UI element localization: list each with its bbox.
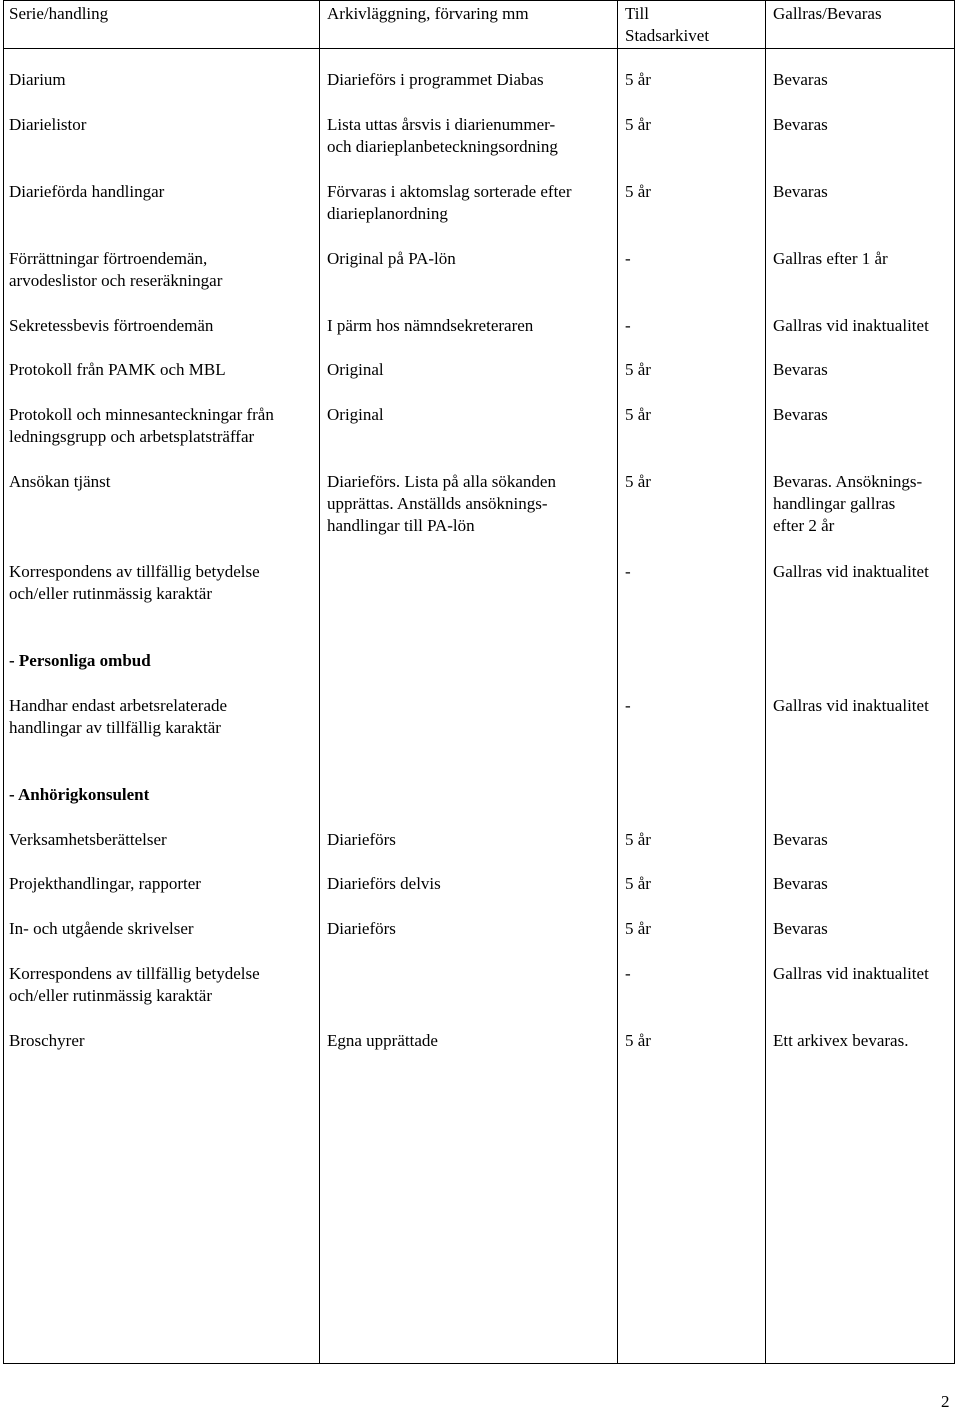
cell-till-stadsarkivet	[625, 561, 631, 583]
cell-serie-handling	[9, 114, 86, 136]
cell-line: Diarieförda handlingar	[9, 182, 165, 201]
cell-line: -	[625, 696, 631, 715]
cell-arkivlaggning	[327, 918, 396, 940]
cell-gallras-bevaras	[773, 359, 828, 381]
section-heading: - Anhörigkonsulent	[9, 785, 150, 804]
cell-serie-handling	[9, 471, 111, 493]
cell-line: Bevaras	[773, 830, 828, 849]
cell-line: Bevaras	[773, 874, 828, 893]
cell-gallras-bevaras	[773, 695, 929, 717]
cell-line: 5 år	[625, 919, 651, 938]
column-divider	[319, 0, 320, 1364]
cell-line: 5 år	[625, 405, 651, 424]
cell-till-stadsarkivet	[625, 963, 631, 985]
cell-line: -	[625, 964, 631, 983]
cell-line: Diarielistor	[9, 115, 87, 134]
cell-line: och/eller rutinmässig karaktär	[9, 584, 212, 603]
cell-arkivlaggning	[327, 471, 556, 537]
cell-line: Gallras vid inaktualitet	[773, 316, 929, 335]
cell-line: Broschyrer	[9, 1031, 85, 1050]
cell-line: upprättas. Anställds ansöknings-	[327, 494, 548, 513]
cell-gallras-bevaras	[773, 471, 922, 537]
cell-serie-handling	[9, 248, 222, 292]
cell-serie-handling	[9, 963, 260, 1007]
cell-line: Gallras vid inaktualitet	[773, 964, 929, 983]
cell-line: 5 år	[625, 1031, 651, 1050]
cell-line: handlingar till PA-lön	[327, 516, 475, 535]
cell-line: arvodeslistor och reseräkningar	[9, 271, 223, 290]
cell-line: Protokoll och minnesanteckningar från	[9, 405, 274, 424]
cell-line: Gallras vid inaktualitet	[773, 696, 929, 715]
cell-line: Diarieförs. Lista på alla sökanden	[327, 472, 556, 491]
cell-line: -	[625, 562, 631, 581]
cell-line: 5 år	[625, 830, 651, 849]
cell-till-stadsarkivet	[625, 918, 651, 940]
cell-line: och diarieplanbeteckningsordning	[327, 137, 558, 156]
cell-line: Verksamhetsberättelser	[9, 830, 167, 849]
cell-line: och/eller rutinmässig karaktär	[9, 986, 212, 1005]
cell-till-stadsarkivet	[625, 1030, 651, 1052]
cell-till-stadsarkivet	[625, 829, 651, 851]
cell-line: Gallras efter 1 år	[773, 249, 888, 268]
cell-line: handlingar av tillfällig karaktär	[9, 718, 221, 737]
cell-till-stadsarkivet	[625, 248, 631, 270]
cell-arkivlaggning	[327, 873, 441, 895]
cell-serie-handling	[9, 181, 164, 203]
cell-line: Gallras vid inaktualitet	[773, 562, 929, 581]
cell-line: Bevaras. Ansöknings-	[773, 472, 923, 491]
header-serie-handling: Serie/handling	[9, 4, 109, 23]
cell-arkivlaggning	[327, 248, 456, 270]
cell-line: 5 år	[625, 472, 651, 491]
cell-line: 5 år	[625, 874, 651, 893]
cell-line: 5 år	[625, 70, 651, 89]
cell-gallras-bevaras	[773, 248, 888, 270]
cell-serie-handling	[9, 404, 274, 448]
cell-line: Bevaras	[773, 115, 828, 134]
cell-line: Diarieförs	[327, 830, 396, 849]
cell-arkivlaggning	[327, 181, 572, 225]
cell-line: Sekretessbevis förtroendemän	[9, 316, 214, 335]
cell-gallras-bevaras	[773, 561, 929, 583]
cell-line: -	[625, 249, 631, 268]
cell-line: Egna upprättade	[327, 1031, 438, 1050]
cell-line: Original	[327, 405, 384, 424]
cell-gallras-bevaras	[773, 181, 828, 203]
cell-line: Original	[327, 360, 384, 379]
cell-line: 5 år	[625, 182, 651, 201]
header-gallras-bevaras: Gallras/Bevaras	[773, 4, 882, 23]
cell-line: 5 år	[625, 115, 651, 134]
cell-arkivlaggning	[327, 114, 558, 158]
cell-till-stadsarkivet	[625, 181, 651, 203]
column-divider	[617, 0, 618, 1364]
cell-line: Diarieförs i programmet Diabas	[327, 70, 544, 89]
cell-gallras-bevaras	[773, 873, 828, 895]
cell-line: Förvaras i aktomslag sorterade efter	[327, 182, 572, 201]
cell-gallras-bevaras	[773, 315, 929, 337]
cell-serie-handling	[9, 918, 194, 940]
cell-arkivlaggning	[327, 404, 384, 426]
cell-line: Bevaras	[773, 360, 828, 379]
page-number: 2	[941, 1392, 950, 1411]
cell-gallras-bevaras	[773, 829, 828, 851]
cell-arkivlaggning	[327, 315, 533, 337]
cell-line: Bevaras	[773, 919, 828, 938]
cell-line: Korrespondens av tillfällig betydelse	[9, 562, 260, 581]
cell-arkivlaggning	[327, 829, 396, 851]
cell-line: efter 2 år	[773, 516, 835, 535]
section-heading: - Personliga ombud	[9, 651, 151, 670]
cell-line: I pärm hos nämndsekreteraren	[327, 316, 534, 335]
cell-line: diarieplanordning	[327, 204, 448, 223]
cell-serie-handling	[9, 315, 213, 337]
cell-gallras-bevaras	[773, 918, 828, 940]
cell-serie-handling	[9, 1030, 85, 1052]
cell-line: Ansökan tjänst	[9, 472, 111, 491]
cell-serie-handling	[9, 829, 167, 851]
cell-serie-handling	[9, 873, 201, 895]
cell-line: Bevaras	[773, 70, 828, 89]
cell-line: Diarium	[9, 70, 66, 89]
cell-till-stadsarkivet	[625, 69, 651, 91]
cell-gallras-bevaras	[773, 1030, 908, 1052]
cell-till-stadsarkivet	[625, 114, 651, 136]
cell-till-stadsarkivet	[625, 359, 651, 381]
cell-till-stadsarkivet	[625, 404, 651, 426]
cell-line: 5 år	[625, 360, 651, 379]
column-divider	[765, 0, 766, 1364]
cell-line: Diarieförs	[327, 919, 396, 938]
cell-line: Ett arkivex bevaras.	[773, 1031, 909, 1050]
cell-line: Korrespondens av tillfällig betydelse	[9, 964, 260, 983]
cell-line: In- och utgående skrivelser	[9, 919, 194, 938]
cell-line: Protokoll från PAMK och MBL	[9, 360, 226, 379]
cell-serie-handling	[9, 561, 260, 605]
cell-serie-handling	[9, 359, 226, 381]
cell-line: Projekthandlingar, rapporter	[9, 874, 201, 893]
cell-line: ledningsgrupp och arbetsplatsträffar	[9, 427, 255, 446]
cell-line: Original på PA-lön	[327, 249, 456, 268]
cell-till-stadsarkivet	[625, 873, 651, 895]
cell-line: Förrättningar förtroendemän,	[9, 249, 208, 268]
cell-gallras-bevaras	[773, 69, 828, 91]
header-divider	[3, 48, 955, 49]
header-arkivlaggning: Arkivläggning, förvaring mm	[327, 4, 529, 23]
cell-gallras-bevaras	[773, 114, 828, 136]
cell-serie-handling	[9, 695, 227, 739]
cell-arkivlaggning	[327, 1030, 438, 1052]
cell-line: handlingar gallras	[773, 494, 896, 513]
cell-line: Handhar endast arbetsrelaterade	[9, 696, 228, 715]
cell-arkivlaggning	[327, 69, 544, 91]
cell-line: Bevaras	[773, 405, 828, 424]
header-till-stadsarkivet: Till Stadsarkivet	[625, 4, 710, 45]
cell-arkivlaggning	[327, 359, 384, 381]
cell-till-stadsarkivet	[625, 471, 651, 493]
cell-line: Bevaras	[773, 182, 828, 201]
cell-serie-handling	[9, 69, 66, 91]
cell-line: Diarieförs delvis	[327, 874, 441, 893]
cell-gallras-bevaras	[773, 963, 929, 985]
cell-till-stadsarkivet	[625, 695, 631, 717]
cell-line: Lista uttas årsvis i diarienummer-	[327, 115, 556, 134]
cell-gallras-bevaras	[773, 404, 828, 426]
cell-line: -	[625, 316, 631, 335]
cell-till-stadsarkivet	[625, 315, 631, 337]
